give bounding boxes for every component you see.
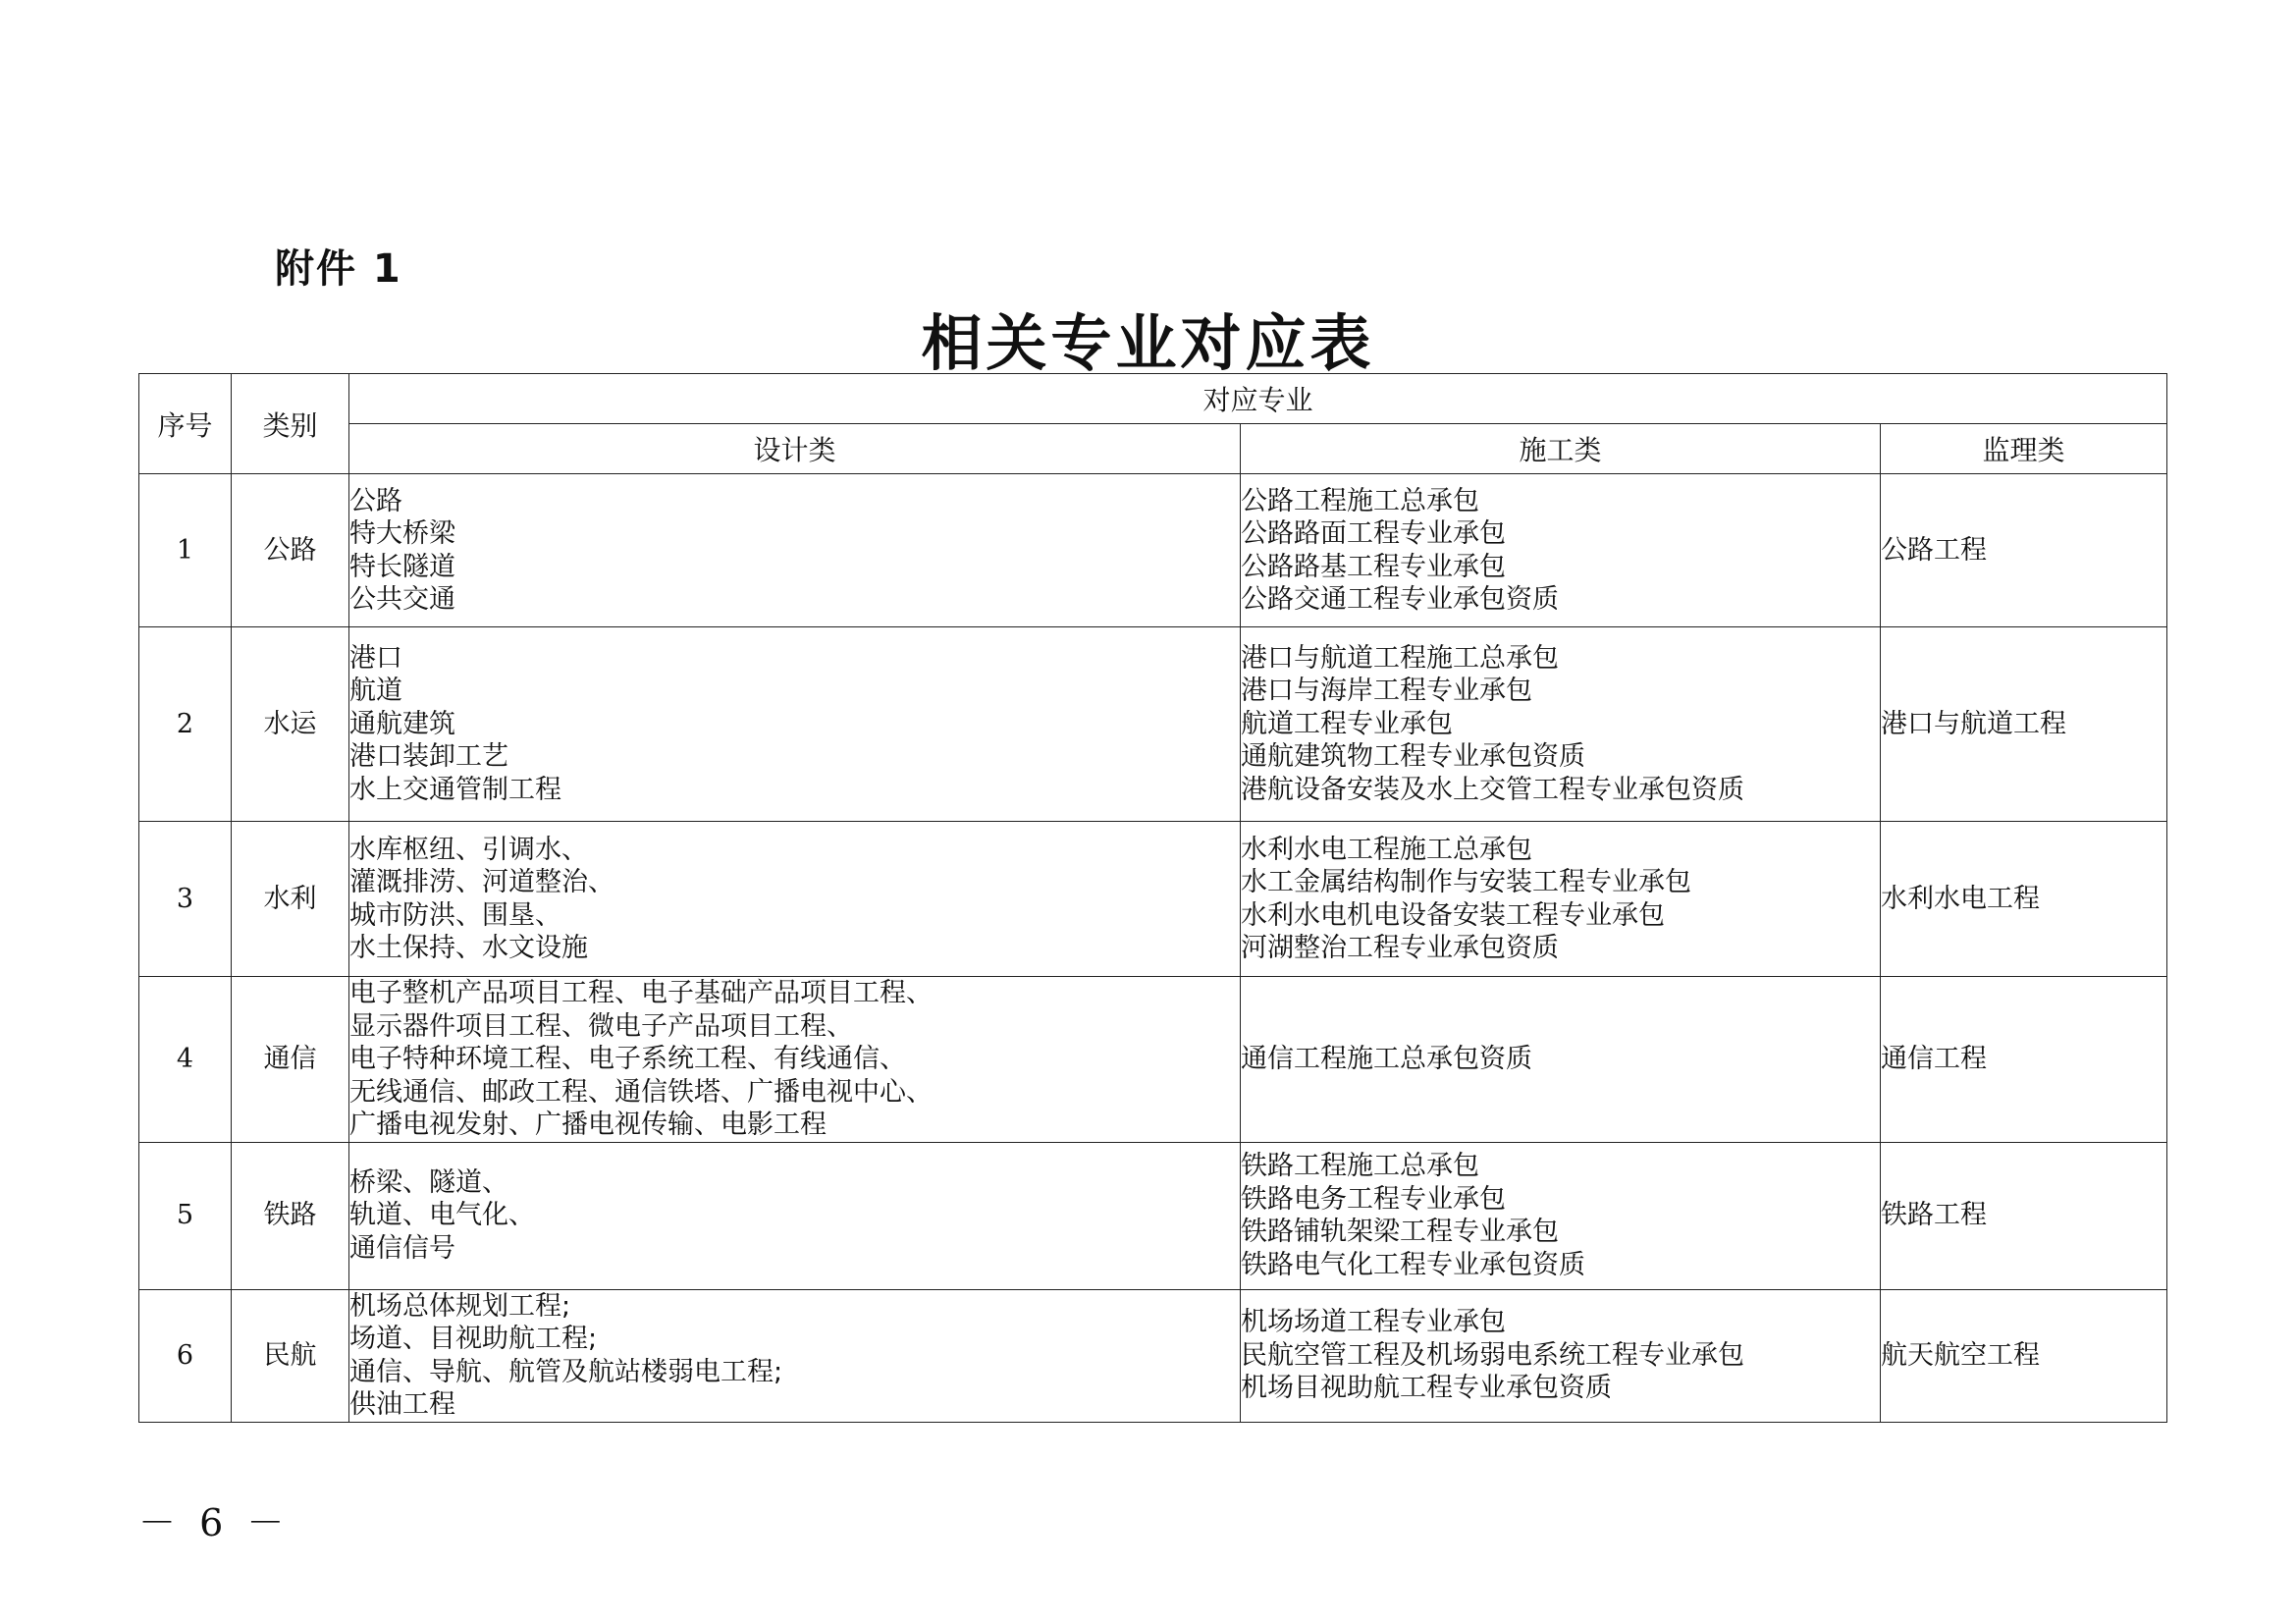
cell-construction: [1241, 1289, 1881, 1422]
design-item: 机场总体规划工程;: [349, 1290, 571, 1322]
construction-item: 港口与海岸工程专业承包: [1241, 676, 1532, 707]
table-row: [139, 822, 2167, 977]
cell-index: 2: [139, 627, 232, 822]
design-item: 港口装卸工艺: [349, 741, 508, 773]
cell-index: 4: [139, 977, 232, 1143]
design-item: 水土保持、水文设施: [349, 933, 588, 963]
construction-item: 河湖整治工程专业承包资质: [1241, 933, 1559, 963]
construction-item: 水利水电工程施工总承包: [1241, 834, 1532, 865]
header-index: 序号: [139, 374, 232, 474]
table-row: [139, 1289, 2167, 1422]
design-item: 城市防洪、围垦、: [349, 899, 561, 931]
construction-item: 机场场道工程专业承包: [1241, 1307, 1506, 1338]
design-item: 通信、导航、航管及航站楼弱电工程;: [349, 1356, 783, 1387]
cell-design: [349, 1142, 1241, 1289]
construction-item: 公路工程施工总承包: [1241, 485, 1479, 516]
table-row: [139, 474, 2167, 627]
design-item: 特长隧道: [349, 551, 455, 582]
design-item: 广播电视发射、广播电视传输、电影工程: [349, 1110, 827, 1140]
cell-category: 民航: [232, 1289, 349, 1422]
table-row: [139, 627, 2167, 822]
construction-item: 通航建筑物工程专业承包资质: [1241, 741, 1585, 773]
header-supervision: 监理类: [1881, 424, 2167, 474]
cell-supervision: 港口与航道工程: [1881, 627, 2167, 822]
cell-index: 1: [139, 474, 232, 627]
design-item: 灌溉排涝、河道整治、: [349, 867, 614, 897]
cell-design: [349, 474, 1241, 627]
cell-category: 水利: [232, 822, 349, 977]
cell-supervision: 铁路工程: [1881, 1142, 2167, 1289]
construction-item: 港口与航道工程施工总承包: [1241, 642, 1559, 674]
design-item: 供油工程: [349, 1389, 455, 1420]
correspondence-table: [138, 373, 2167, 1423]
cell-design: [349, 822, 1241, 977]
cell-construction: [1241, 627, 1881, 822]
page-number: － 6 －: [138, 1501, 291, 1544]
header-category: 类别: [232, 374, 349, 474]
design-item: 显示器件项目工程、微电子产品项目工程、: [349, 1010, 853, 1042]
cell-design: [349, 627, 1241, 822]
cell-supervision: 航天航空工程: [1881, 1289, 2167, 1422]
construction-item: 铁路电务工程专业承包: [1241, 1183, 1506, 1215]
header-construction: 施工类: [1241, 424, 1881, 474]
construction-item: 水利水电机电设备安装工程专业承包: [1241, 899, 1665, 931]
construction-item: 航道工程专业承包: [1241, 708, 1453, 739]
design-item: 特大桥梁: [349, 518, 455, 549]
header-corresponding-specialties: 对应专业: [349, 374, 2167, 424]
design-item: 港口: [349, 642, 402, 674]
construction-item: 通信工程施工总承包资质: [1241, 1044, 1532, 1074]
design-item: 电子整机产品项目工程、电子基础产品项目工程、: [349, 978, 933, 1008]
construction-item: 公路交通工程专业承包资质: [1241, 584, 1559, 615]
design-item: 水上交通管制工程: [349, 774, 561, 805]
cell-construction: [1241, 1142, 1881, 1289]
cell-category: 公路: [232, 474, 349, 627]
design-item: 无线通信、邮政工程、通信铁塔、广播电视中心、: [349, 1076, 933, 1108]
design-item: 场道、目视助航工程;: [349, 1324, 598, 1354]
design-item: 通航建筑: [349, 708, 455, 739]
cell-index: 5: [139, 1142, 232, 1289]
design-item: 航道: [349, 676, 402, 707]
cell-construction: [1241, 977, 1881, 1143]
construction-item: 铁路工程施工总承包: [1241, 1151, 1479, 1181]
construction-item: 机场目视助航工程专业承包资质: [1241, 1373, 1612, 1404]
cell-supervision: 公路工程: [1881, 474, 2167, 627]
design-item: 公路: [349, 485, 402, 516]
construction-item: 公路路面工程专业承包: [1241, 518, 1506, 549]
cell-supervision: 通信工程: [1881, 977, 2167, 1143]
cell-construction: [1241, 474, 1881, 627]
cell-category: 通信: [232, 977, 349, 1143]
cell-supervision: 水利水电工程: [1881, 822, 2167, 977]
design-item: 水库枢纽、引调水、: [349, 834, 588, 865]
construction-item: 水工金属结构制作与安装工程专业承包: [1241, 867, 1691, 897]
cell-construction: [1241, 822, 1881, 977]
cell-index: 3: [139, 822, 232, 977]
table-row: [139, 977, 2167, 1143]
design-item: 公共交通: [349, 584, 455, 615]
table-row: [139, 1142, 2167, 1289]
table-body: [139, 474, 2167, 1423]
header-design: 设计类: [349, 424, 1241, 474]
construction-item: 民航空管工程及机场弱电系统工程专业承包: [1241, 1339, 1744, 1371]
attachment-label: 附件 1: [275, 246, 402, 292]
design-item: 电子特种环境工程、电子系统工程、有线通信、: [349, 1044, 906, 1074]
cell-design: [349, 1289, 1241, 1422]
cell-design: [349, 977, 1241, 1143]
construction-item: 港航设备安装及水上交管工程专业承包资质: [1241, 774, 1744, 805]
construction-item: 铁路铺轨架梁工程专业承包: [1241, 1217, 1559, 1247]
cell-index: 6: [139, 1289, 232, 1422]
construction-item: 铁路电气化工程专业承包资质: [1241, 1249, 1585, 1280]
construction-item: 公路路基工程专业承包: [1241, 551, 1506, 582]
design-item: 轨道、电气化、: [349, 1200, 535, 1231]
design-item: 通信信号: [349, 1232, 455, 1264]
cell-category: 铁路: [232, 1142, 349, 1289]
cell-category: 水运: [232, 627, 349, 822]
design-item: 桥梁、隧道、: [349, 1166, 508, 1198]
document-title: 相关专业对应表: [921, 307, 1375, 379]
